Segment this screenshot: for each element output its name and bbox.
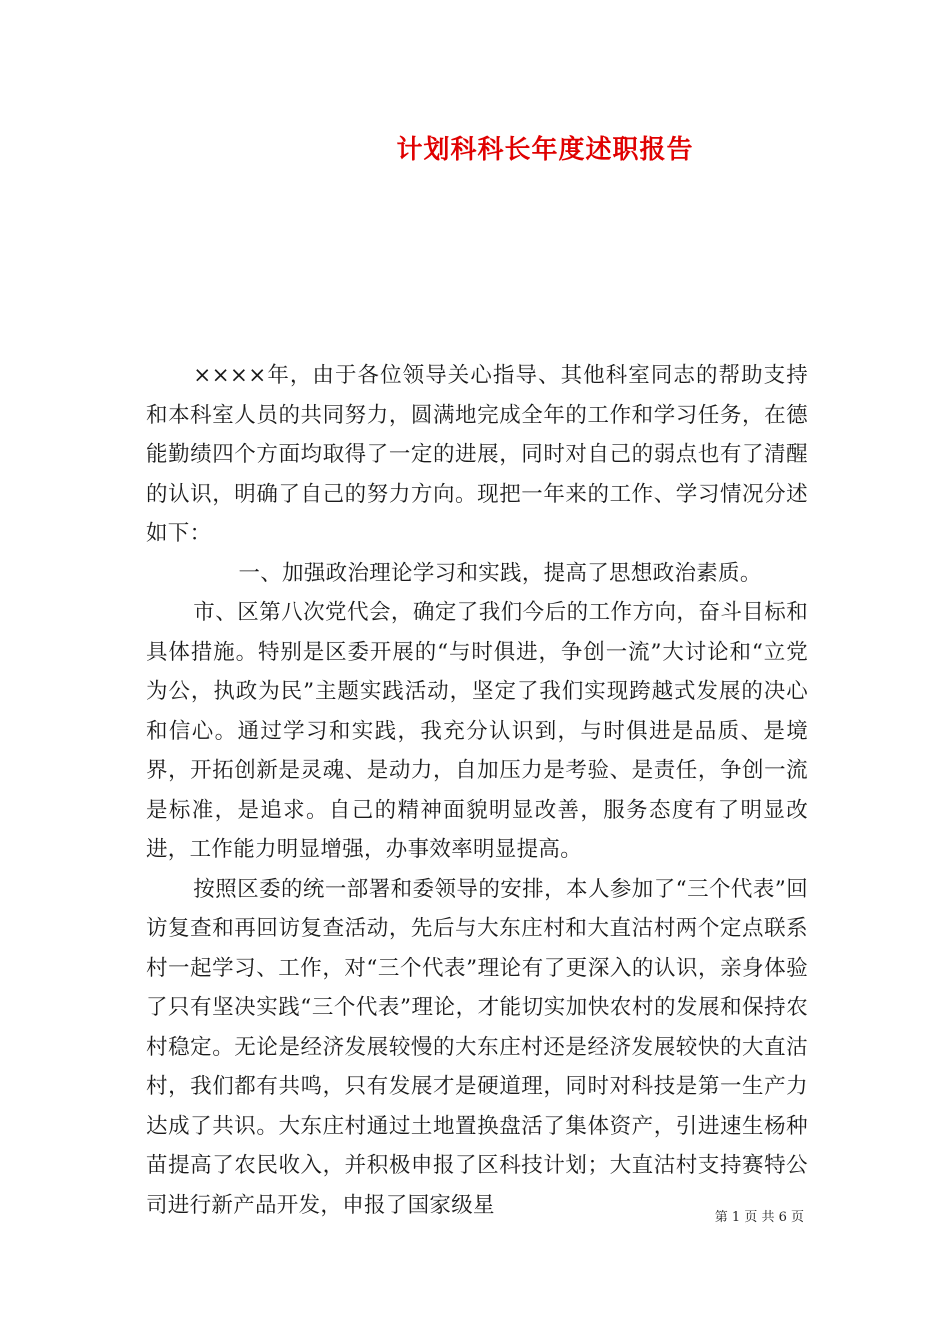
- page-number: 第 1 页 共 6 页: [714, 1210, 804, 1225]
- document-body: [146, 356, 808, 1225]
- paragraph-intro: ××××年，由于各位领导关心指导、其他科室同志的帮助支持和本科室人员的共同努力，圆满地完成全年的工作和学习任务，在德能勤绩四个方面均取得了一定的进展，同时对自己的弱点也有了清醒的认识，明确了自己的努力方向。现把一年来的工作、学习情况分述如下：: [146, 363, 808, 546]
- document-title: 计划科科长年度述职报告: [396, 135, 694, 165]
- section-heading-1: 一、加强政治理论学习和实践，提高了思想政治素质。: [238, 560, 762, 586]
- paragraph-2: 按照区委的统一部署和委领导的安排，本人参加了“三个代表”回访复查和再回访复查活动，先后与大东庄村和大直沽村两个定点联系村一起学习、工作，对“三个代表”理论有了更深入的认识，亲身体验了只有坚决实践“三个代表”理论，才能切实加快农村的发展和保持农村稳定。无论是经济发展较慢的大东庄村还是经济发展较快的大直沽村，我们都有共鸣，只有发展才是硬道理，同时对科技是第一生产力达成了共识。大东庄村通过土地置换盘活了集体资产，引进速生杨种苗提高了农民收入，并积极申报了区科技计划；大直沽村支持赛特公司进行新产品开发，申报了国家级星: [146, 876, 808, 1218]
- paragraph-1: 市、区第八次党代会，确定了我们今后的工作方向，奋斗目标和具体措施。特别是区委开展的“与时俱进，争创一流”大讨论和“立党为公，执政为民”主题实践活动，坚定了我们实现跨越式发展的决心和信心。通过学习和实践，我充分认识到，与时俱进是品质、是境界，开拓创新是灵魂、是动力，自加压力是考验、是责任，争创一流是标准，是追求。自己的精神面貌明显改善，服务态度有了明显改进，工作能力明显增强，办事效率明显提高。: [146, 600, 808, 862]
